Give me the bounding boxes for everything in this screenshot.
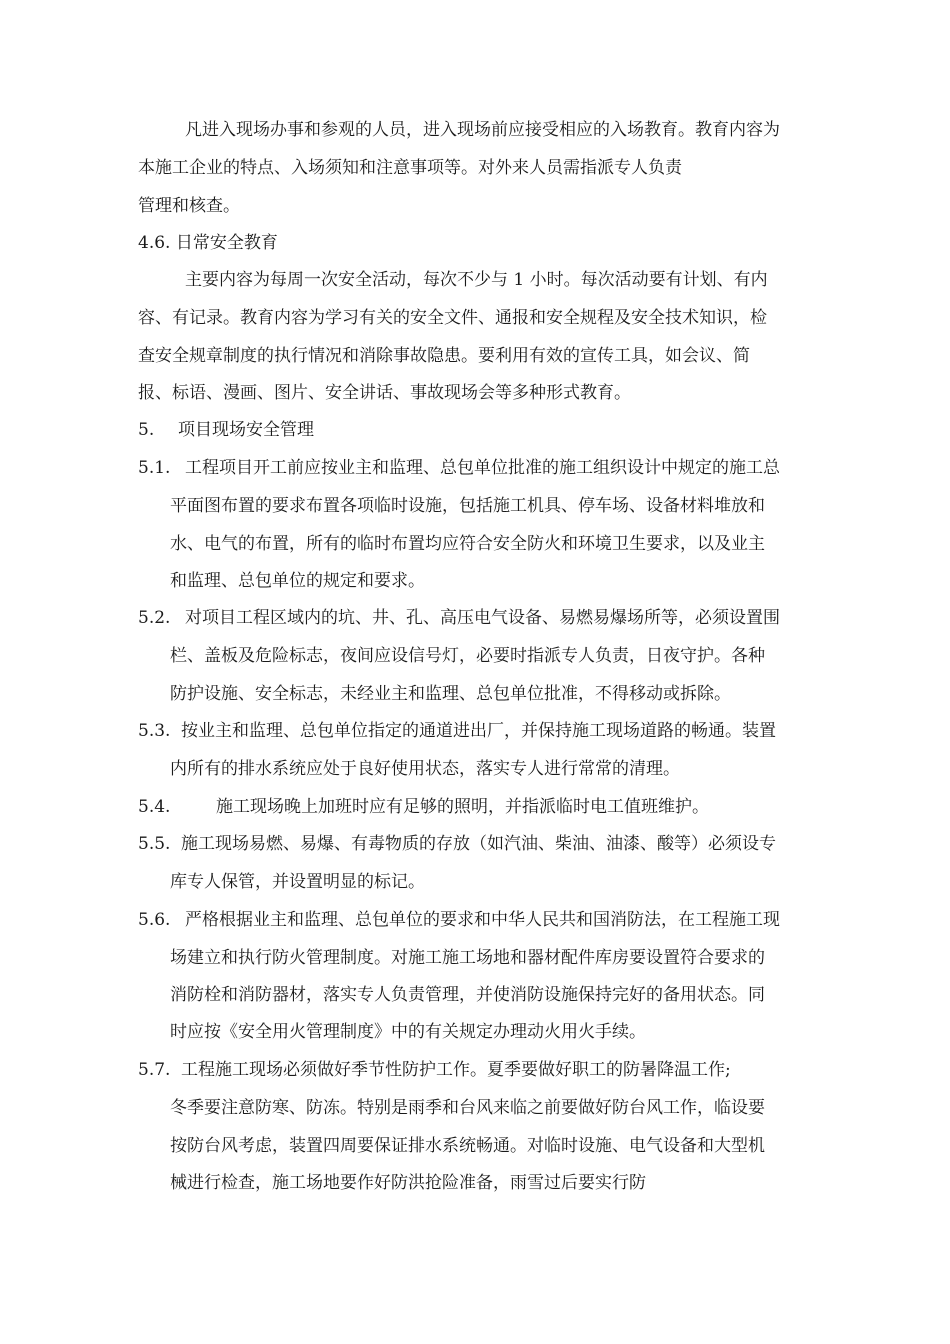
item-line: 冬季要注意防寒、防冻。特别是雨季和台风来临之前要做好防台风工作，临设要 — [170, 1098, 765, 1118]
item-line: 水、电气的布置，所有的临时布置均应符合安全防火和环境卫生要求，以及业主 — [170, 534, 765, 554]
paragraph-line: 凡进入现场办事和参观的人员，进入现场前应接受相应的入场教育。教育内容为 — [185, 120, 780, 140]
item-line: 按业主和监理、总包单位指定的通道进出厂，并保持施工现场道路的畅通。装置 — [181, 721, 776, 741]
item-line: 严格根据业主和监理、总包单位的要求和中华人民共和国消防法，在工程施工现 — [185, 910, 780, 930]
item-line: 械进行检查，施工场地要作好防洪抢险准备，雨雪过后要实行防 — [170, 1173, 646, 1193]
item-line: 平面图布置的要求布置各项临时设施，包括施工机具、停车场、设备材料堆放和 — [170, 496, 765, 516]
item-number: 5.3. — [138, 721, 171, 741]
item-number: 5.4. — [138, 797, 171, 817]
item-line: 库专人保管，并设置明显的标记。 — [170, 872, 425, 892]
item-line: 防护设施、安全标志，未经业主和监理、总包单位批准，不得移动或拆除。 — [170, 684, 731, 704]
section-number: 5. — [138, 420, 155, 440]
paragraph-line: 容、有记录。教育内容为学习有关的安全文件、通报和安全规程及安全技术知识，检 — [138, 308, 767, 328]
item-number: 5.1. — [138, 458, 171, 478]
item-number: 5.5. — [138, 834, 171, 854]
item-line: 场建立和执行防火管理制度。对施工施工场地和器材配件库房要设置符合要求的 — [170, 948, 765, 968]
item-line: 施工现场易燃、易爆、有毒物质的存放（如汽油、柴油、油漆、酸等）必须设专 — [181, 834, 776, 854]
item-line: 工程项目开工前应按业主和监理、总包单位批准的施工组织设计中规定的施工总 — [185, 458, 780, 478]
item-line: 工程施工现场必须做好季节性防护工作。夏季要做好职工的防暑降温工作; — [181, 1060, 731, 1080]
item-line: 对项目工程区域内的坑、井、孔、高压电气设备、易燃易爆场所等，必须设置围 — [185, 608, 780, 628]
item-line: 栏、盖板及危险标志，夜间应设信号灯，必要时指派专人负责，日夜守护。各种 — [170, 646, 765, 666]
paragraph-line: 主要内容为每周一次安全活动，每次不少与 1 小时。每次活动要有计划、有内 — [185, 270, 768, 290]
item-line: 和监理、总包单位的规定和要求。 — [170, 571, 425, 591]
item-number: 5.7. — [138, 1060, 171, 1080]
item-line: 消防栓和消防器材，落实专人负责管理，并使消防设施保持完好的备用状态。同 — [170, 985, 765, 1005]
item-number: 5.6. — [138, 910, 171, 930]
section-title: 项目现场安全管理 — [178, 420, 314, 440]
paragraph-line: 报、标语、漫画、图片、安全讲话、事故现场会等多种形式教育。 — [138, 383, 631, 403]
item-line: 按防台风考虑，装置四周要保证排水系统畅通。对临时设施、电气设备和大型机 — [170, 1136, 765, 1156]
paragraph-line: 本施工企业的特点、入场须知和注意事项等。对外来人员需指派专人负责 — [138, 158, 682, 178]
item-number: 5.2. — [138, 608, 171, 628]
paragraph-line: 管理和核查。 — [138, 196, 240, 216]
paragraph-line: 查安全规章制度的执行情况和消除事故隐患。要利用有效的宣传工具，如会议、简 — [138, 346, 750, 366]
section-heading-4-6: 4.6. 日常安全教育 — [138, 233, 278, 253]
item-line: 施工现场晚上加班时应有足够的照明，并指派临时电工值班维护。 — [216, 797, 709, 817]
item-line: 时应按《安全用火管理制度》中的有关规定办理动火用火手续。 — [170, 1022, 646, 1042]
item-line: 内所有的排水系统应处于良好使用状态，落实专人进行常常的清理。 — [170, 759, 680, 779]
